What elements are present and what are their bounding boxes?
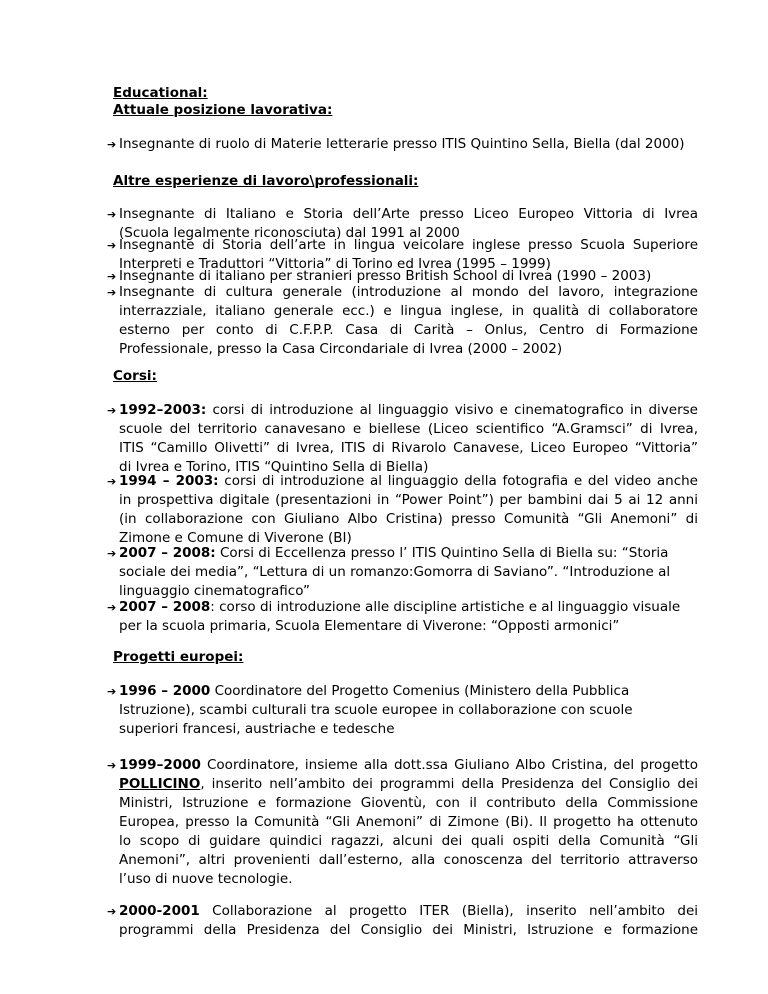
item-line: (in collaborazione con Giuliano Albo Cristina) presso Comunità “Gli Anemoni” di: [119, 511, 698, 527]
item-text: , inserito nell’ambito dei programmi della Presidenza del Consiglio dei: [200, 776, 698, 792]
item-text: corsi di introduzione al linguaggio visivo e cinematografico in diverse: [206, 402, 698, 418]
arrow-right-icon: ➔: [107, 547, 117, 560]
item-line: [119, 598, 698, 617]
item-text: Collaborazione al progetto ITER (Biella), inserito nell’ambito dei: [199, 903, 698, 919]
item-year: 1996 – 2000: [119, 683, 211, 699]
heading-educational: Educational:: [113, 85, 208, 101]
arrow-right-icon: ➔: [107, 475, 117, 488]
item-line: [119, 902, 698, 921]
item-line: Europea, presso la Comunità “Gli Anemoni” di Zimone (Bi). Il progetto ha ottenuto: [119, 814, 698, 830]
item-line: superiori francesi, austriache e tedesche: [119, 721, 395, 737]
arrow-right-icon: ➔: [107, 759, 117, 772]
item-line: Istruzione), scambi culturali tra scuole europee in collaborazione con scuole: [119, 702, 633, 718]
item-line: [119, 401, 698, 420]
item-line: Professionale, presso la Casa Circondariale di Ivrea (2000 – 2002): [119, 341, 563, 357]
item-line: Anemoni”, altri provenienti dall’esterno, alla conoscenza del territorio attraverso: [119, 852, 698, 868]
item-text: corsi di introduzione al linguaggio della fotografia e del video anche: [218, 473, 698, 489]
item-year: 1994 – 2003:: [119, 473, 219, 489]
item-line: Insegnante di italiano per stranieri presso British School di Ivrea (1990 – 2003): [119, 268, 652, 284]
item-year: 1999–2000: [119, 757, 201, 773]
item-year: 2007 – 2008:: [119, 545, 216, 561]
item-text: Coordinatore, insieme alla dott.ssa Giuliano Albo Cristina, del progetto: [200, 757, 698, 773]
item-line: [119, 472, 698, 491]
item-text: Coordinatore del Progetto Comenius (Ministero della Pubblica: [210, 683, 630, 699]
item-line: sociale dei media”, “Lettura di un romanzo:Gomorra di Saviano”. “Introduzione al: [119, 564, 671, 580]
arrow-right-icon: ➔: [107, 270, 117, 283]
item-line: [119, 544, 698, 563]
item-line: di Ivrea e Torino, ITIS “Quintino Sella di Biella): [119, 459, 429, 475]
item-line: Ministri, Istruzione e formazione Gioventù, con il contributo della Commissione: [119, 795, 698, 811]
item-line: l’uso di nuove tecnologie.: [119, 871, 293, 887]
item-line: (Scuola legalmente riconosciuta) dal 1991 al 2000: [119, 225, 460, 241]
item-line: Insegnante di Italiano e Storia dell’Arte presso Liceo Europeo Vittoria di Ivrea: [119, 206, 698, 222]
item-line: programmi della Presidenza del Consiglio dei Ministri, Istruzione e formazione: [119, 922, 698, 938]
item-line: lo scopo di guidare quindici ragazzi, alcuni dei quali ospiti della Comunità “Gli: [119, 833, 698, 849]
item-year: 2000-2001: [119, 903, 200, 919]
item-line: [119, 775, 698, 794]
item-year: 2007 – 2008: [119, 599, 211, 615]
item-line: Insegnante di cultura generale (introduzione al mondo del lavoro, integrazione: [119, 284, 698, 300]
arrow-right-icon: ➔: [107, 685, 117, 698]
item-line: Insegnante di Storia dell’arte in lingua veicolare inglese presso Scuola Superiore: [119, 237, 698, 253]
item-line: linguaggio cinematografico”: [119, 583, 310, 599]
arrow-right-icon: ➔: [107, 286, 117, 299]
item-line: in prospettiva digitale (presentazioni in “Power Point”) per bambini dai 5 ai 12 anni: [119, 492, 698, 508]
heading-current-position: Attuale posizione lavorativa:: [113, 102, 333, 118]
item-line: esterno per conto di C.F.P.P. Casa di Carità – Onlus, Centro di Formazione: [119, 322, 698, 338]
item-line: Interpreti e Traduttori “Vittoria” di Torino ed Ivrea (1995 – 1999): [119, 256, 551, 272]
arrow-right-icon: ➔: [107, 208, 117, 221]
project-name: POLLICINO: [119, 776, 201, 792]
arrow-right-icon: ➔: [107, 601, 117, 614]
item-text: Corsi di Eccellenza presso l’ ITIS Quintino Sella di Biella su: “Storia: [215, 545, 669, 561]
item-line: Zimone e Comune di Viverone (BI): [119, 530, 352, 546]
heading-courses: Corsi:: [113, 368, 157, 384]
arrow-right-icon: ➔: [107, 404, 117, 417]
heading-european-projects: Progetti europei:: [113, 649, 244, 665]
item-line: ITIS “Camillo Olivetti” di Ivrea, ITIS di Rivarolo Canavese, Liceo Europeo “Vittoria”: [119, 440, 698, 456]
item-text: : corso di introduzione alle discipline artistiche e al linguaggio visuale: [210, 599, 681, 615]
item-text: Insegnante di ruolo di Materie letterarie presso ITIS Quintino Sella, Biella (dal 2000): [119, 136, 685, 152]
item-line: [119, 682, 698, 701]
heading-other-experience: Altre esperienze di lavoro\professionali:: [113, 173, 419, 189]
arrow-right-icon: ➔: [107, 138, 117, 151]
item-line: per la scuola primaria, Scuola Elementare di Viverone: “Opposti armonici”: [119, 618, 620, 634]
item-year: 1992–2003:: [119, 402, 207, 418]
item-line: [119, 756, 698, 775]
item-line: scuole del territorio canavesano e biellese (Liceo scientifico “A.Gramsci” di Ivrea,: [119, 421, 698, 437]
arrow-right-icon: ➔: [107, 239, 117, 252]
arrow-right-icon: ➔: [107, 905, 117, 918]
item-line: interrazziale, italiano generale ecc.) e lingua inglese, in qualità di collaboratore: [119, 303, 698, 319]
